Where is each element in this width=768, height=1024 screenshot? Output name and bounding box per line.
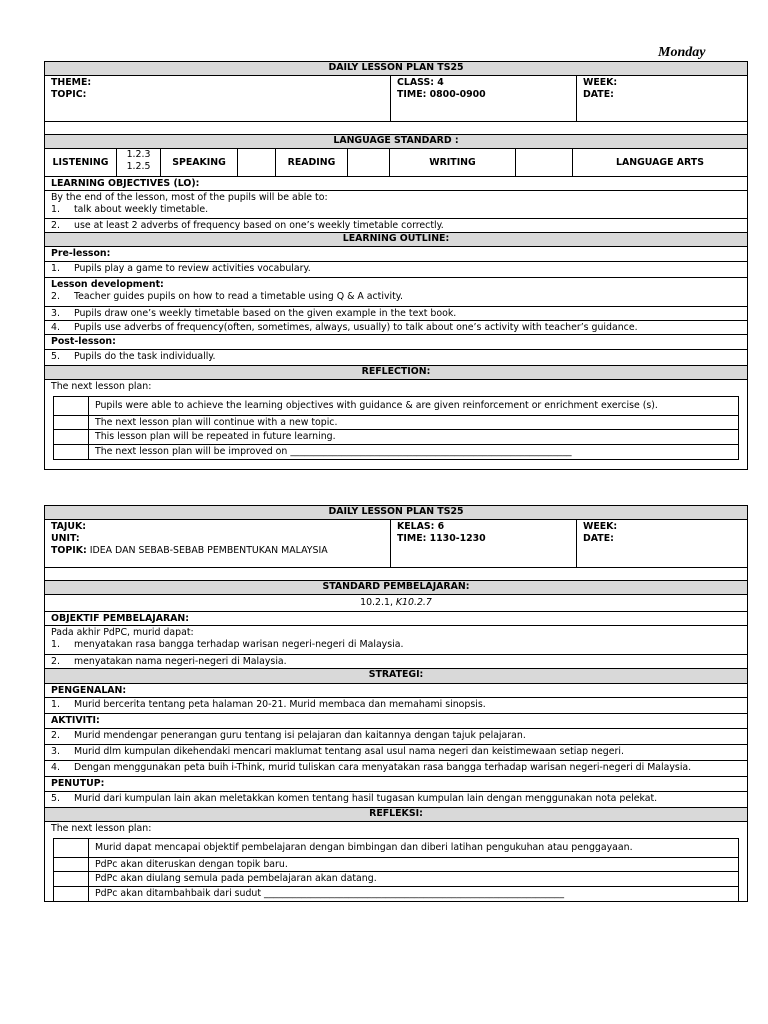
list-item: 2. menyatakan nama negeri-negeri di Malaysia.: [45, 655, 747, 669]
reflection-block: [45, 380, 747, 469]
reflection-options: [53, 396, 739, 460]
writing-label: WRITING: [390, 149, 516, 176]
checkbox[interactable]: [54, 445, 89, 459]
penutup-label: PENUTUP:: [45, 777, 747, 792]
lo-intro: By the end of the lesson, most of the pupils will be able to:: [51, 192, 328, 203]
skills-row: [45, 149, 747, 177]
checkbox[interactable]: [54, 416, 89, 430]
listening-codes: 1.2.3 1.2.5: [117, 149, 161, 176]
checkbox[interactable]: [54, 858, 89, 872]
plan-title: DAILY LESSON PLAN TS25: [45, 506, 747, 520]
lesson-development-label: Lesson development:: [51, 279, 164, 290]
pre-lesson-label: Pre-lesson:: [45, 247, 747, 262]
topik-line: TOPIK: IDEA DAN SEBAB-SEBAB PEMBENTUKAN MALAYSIA: [51, 544, 328, 556]
date-label: DATE:: [583, 532, 614, 544]
speaking-label: SPEAKING: [161, 149, 238, 176]
class-label: CLASS: 4: [397, 77, 444, 88]
list-item: 2. Teacher guides pupils on how to read a timetable using Q & A activity.: [51, 290, 403, 302]
aktiviti-label: AKTIVITI:: [45, 714, 747, 729]
lesson-plan-english: [44, 61, 748, 470]
checkbox[interactable]: [54, 887, 89, 901]
reflection-option: The next lesson plan will be improved on ____________________________________________________________: [54, 445, 738, 459]
refleksi-header: REFLEKSI:: [45, 808, 747, 822]
week-label: WEEK:: [583, 77, 618, 88]
reflection-header: REFLECTION:: [45, 366, 747, 380]
header-info: [45, 520, 747, 568]
list-item: 1. menyatakan rasa bangga terhadap warisan negeri-negeri di Malaysia.: [51, 638, 404, 650]
day-heading: Monday: [658, 45, 706, 60]
reading-label: READING: [276, 149, 348, 176]
refleksi-options: [53, 838, 739, 902]
language-arts-label: LANGUAGE ARTS: [616, 156, 704, 168]
reflection-option: PdPc akan diteruskan dengan topik baru.: [54, 858, 738, 873]
list-item: 3. Pupils draw one’s weekly timetable based on the given example in the text book.: [45, 307, 747, 321]
listening-label: LISTENING: [45, 149, 117, 176]
unit-label: UNIT:: [51, 532, 80, 544]
reflection-option: Pupils were able to achieve the learning objectives with guidance & are given reinforcement or enrichment exercise (s).: [54, 397, 738, 416]
list-item: 1. Pupils play a game to review activities vocabulary.: [45, 262, 747, 278]
list-item: 4. Dengan menggunakan peta buih i-Think, murid tuliskan cara menyatakan rasa bangga terhadap warisan negeri-negeri di Malaysia.: [45, 761, 747, 777]
post-lesson-label: Post-lesson:: [45, 335, 747, 350]
tajuk-label: TAJUK:: [51, 521, 87, 532]
dev-block: [45, 278, 747, 307]
topik-value: IDEA DAN SEBAB-SEBAB PEMBENTUKAN MALAYSIA: [89, 544, 328, 556]
refleksi-block: [45, 822, 747, 901]
checkbox[interactable]: [54, 872, 89, 886]
reflection-option: PdPc akan diulang semula pada pembelajaran akan datang.: [54, 872, 738, 887]
objektif-header: OBJEKTIF PEMBELAJARAN:: [45, 612, 747, 626]
standard-header: STANDARD PEMBELAJARAN:: [45, 581, 747, 595]
strategi-header: STRATEGI:: [45, 669, 747, 684]
kelas-label: KELAS: 6: [397, 521, 445, 532]
reflection-option: This lesson plan will be repeated in future learning.: [54, 430, 738, 445]
standard-value: 10.2.1, K10.2.7: [45, 595, 747, 612]
reflection-option: Murid dapat mencapai objektif pembelajaran dengan bimbingan dan diberi latihan pengukuhan atau penggayaan.: [54, 839, 738, 858]
checkbox[interactable]: [54, 397, 89, 415]
theme-label: THEME:: [51, 77, 92, 88]
list-item: 1. Murid bercerita tentang peta halaman 20-21. Murid membaca dan memahami sinopsis.: [45, 698, 747, 714]
date-label: DATE:: [583, 88, 614, 100]
list-item: 4. Pupils use adverbs of frequency(often, sometimes, always, usually) to talk about one’s activity with teacher’s guidance.: [45, 321, 747, 335]
header-info: [45, 76, 747, 122]
week-label: WEEK:: [583, 521, 618, 532]
list-item: 3. Murid dlm kumpulan dikehendaki mencari maklumat tentang asal usul nama negeri dan keistimewaan setiap negeri.: [45, 745, 747, 761]
list-item: 1. talk about weekly timetable.: [51, 203, 209, 215]
plan-title: DAILY LESSON PLAN TS25: [45, 62, 747, 76]
objektif-block: [45, 626, 747, 655]
objektif-intro: Pada akhir PdPC, murid dapat:: [51, 627, 194, 638]
list-item: 5. Pupils do the task individually.: [45, 350, 747, 366]
language-standard-header: LANGUAGE STANDARD :: [45, 135, 747, 149]
checkbox[interactable]: [54, 430, 89, 444]
lo-block: [45, 191, 747, 219]
checkbox[interactable]: [54, 839, 89, 857]
reflection-option: PdPc akan ditambahbaik dari sudut ________________________________________________________________: [54, 887, 738, 901]
lesson-plan-sejarah: [44, 505, 748, 902]
outline-header: LEARNING OUTLINE:: [45, 233, 747, 247]
reflection-option: The next lesson plan will continue with a new topic.: [54, 416, 738, 431]
time-label: TIME: 0800-0900: [397, 88, 486, 100]
list-item: 5. Murid dari kumpulan lain akan meletakkan komen tentang hasil tugasan kumpulan lain dengan menggunakan nota pelekat.: [45, 792, 747, 808]
time-label: TIME: 1130-1230: [397, 532, 486, 544]
list-item: 2. use at least 2 adverbs of frequency based on one’s weekly timetable correctly.: [45, 219, 747, 233]
pengenalan-label: PENGENALAN:: [45, 684, 747, 698]
lo-header: LEARNING OBJECTIVES (LO):: [45, 177, 747, 191]
reflection-intro: The next lesson plan:: [51, 381, 152, 392]
topic-label: TOPIC:: [51, 88, 87, 100]
list-item: 2. Murid mendengar penerangan guru tentang isi pelajaran dan kaitannya dengan tajuk pelajaran.: [45, 729, 747, 745]
refleksi-intro: The next lesson plan:: [51, 823, 152, 834]
